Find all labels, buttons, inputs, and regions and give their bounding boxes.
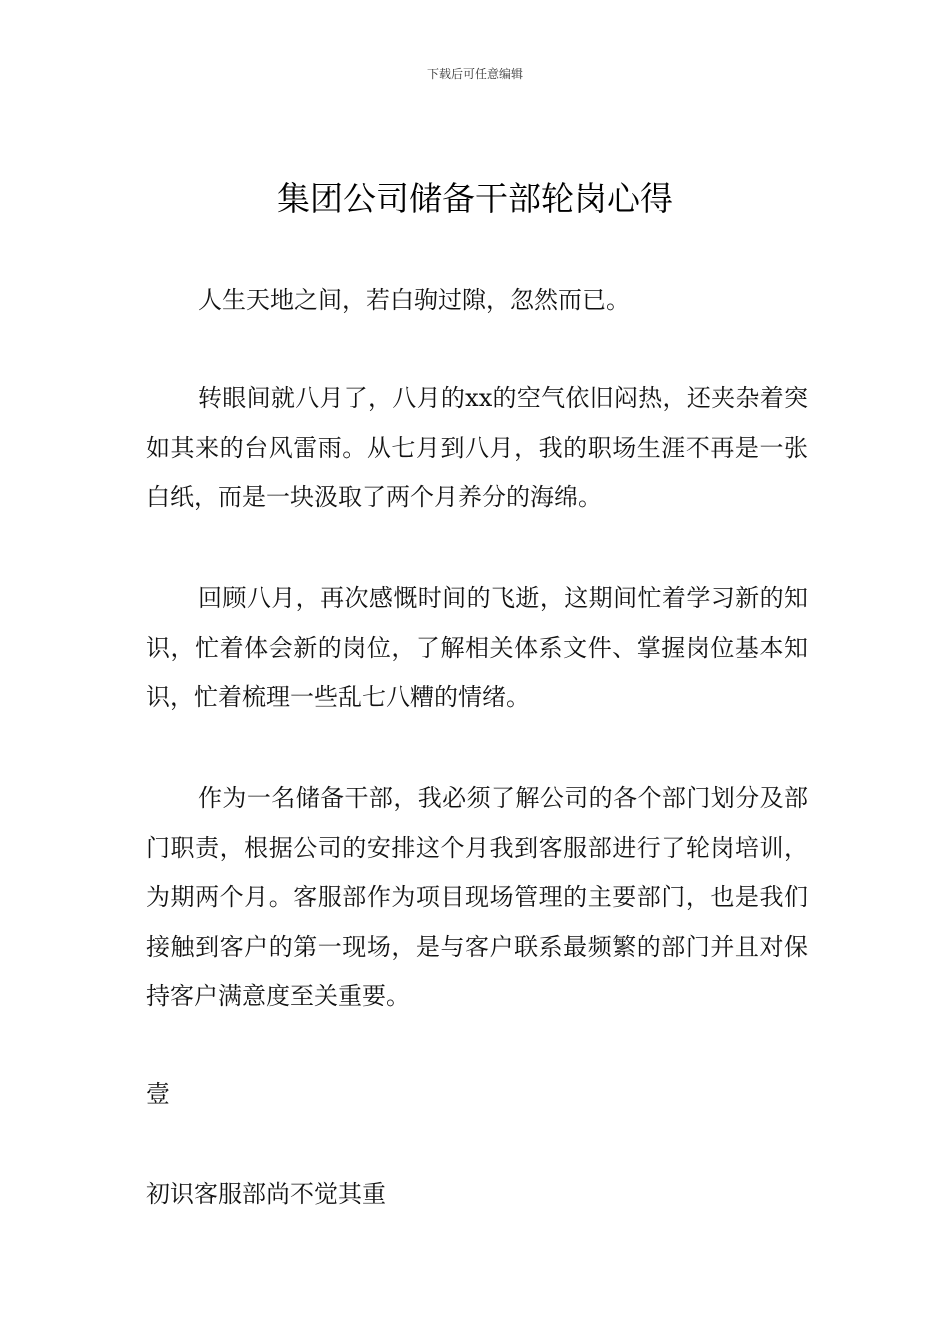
- section-number: 壹: [146, 1080, 170, 1108]
- section-title: 初识客服部尚不觉其重: [146, 1180, 386, 1208]
- paragraph-4: 作为一名储备干部，我必须了解公司的各个部门划分及部门职责，根据公司的安排这个月我到客服部进行了轮岗培训，为期两个月。客服部作为项目现场管理的主要部门，也是我们接触到客户的第一现场，是与客户联系最频繁的部门并且对保持客户满意度至关重要。: [146, 784, 808, 1010]
- header-note: 下载后可任意编辑: [426, 67, 523, 81]
- paragraph-2: 转眼间就八月了，八月的xx的空气依旧闷热，还夹杂着突如其来的台风雷雨。从七月到八月，我的职场生涯不再是一张白纸，而是一块汲取了两个月养分的海绵。: [146, 384, 808, 511]
- paragraph-1: 人生天地之间，若白驹过隙，忽然而已。: [198, 286, 630, 314]
- document-title: 集团公司储备干部轮岗心得: [277, 179, 673, 218]
- paragraph-3: 回顾八月，再次感慨时间的飞逝，这期间忙着学习新的知识，忙着体会新的岗位，了解相关体系文件、掌握岗位基本知识，忙着梳理一些乱七八糟的情绪。: [146, 584, 808, 711]
